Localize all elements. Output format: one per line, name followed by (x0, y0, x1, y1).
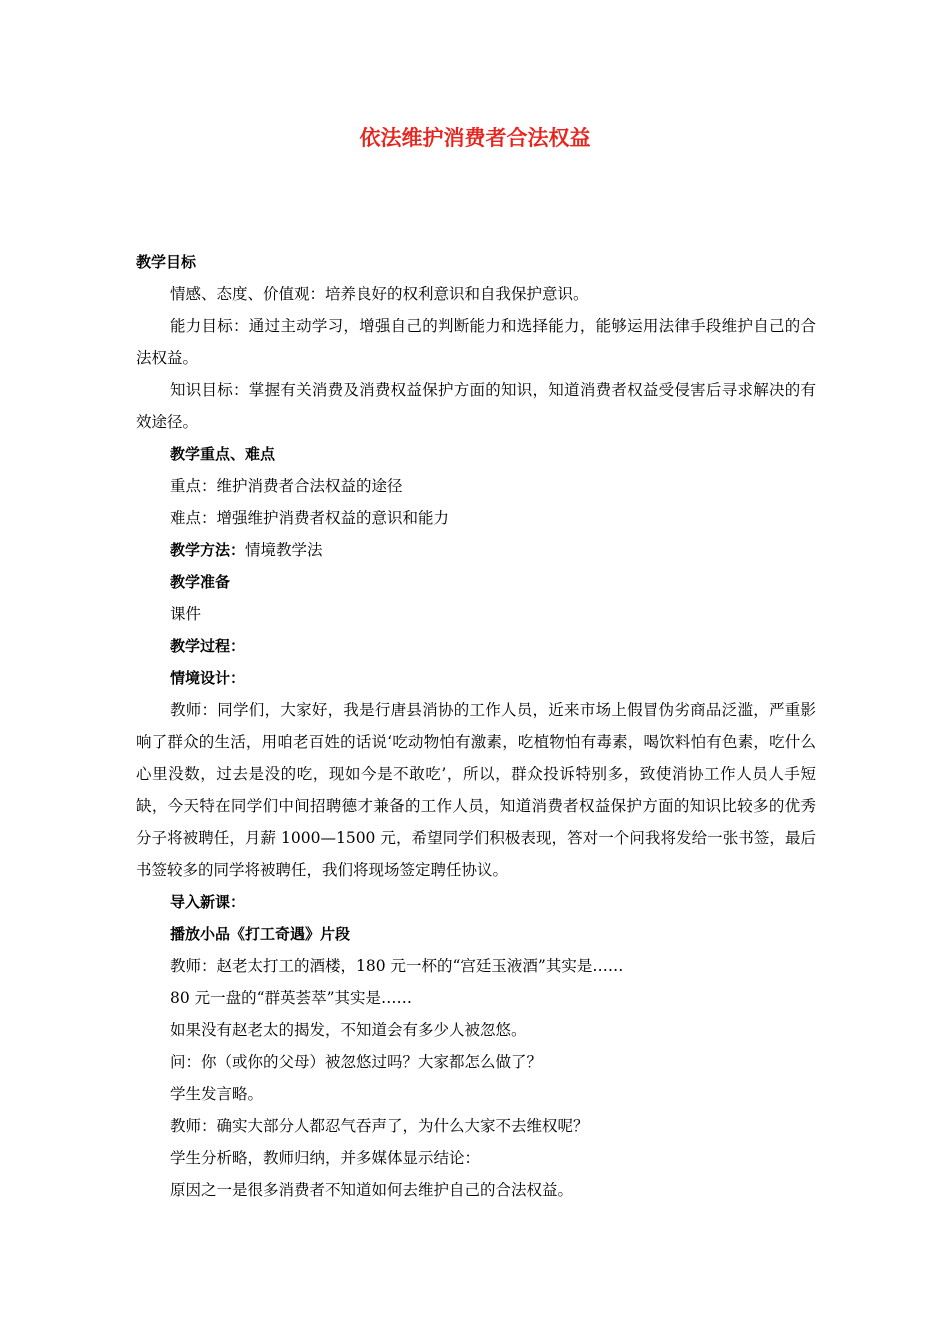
prep-value: 课件 (170, 605, 202, 623)
dialogue-line-6: 教师：确实大部分人都忍气吞声了，为什么大家不去维权呢？ (170, 1117, 589, 1135)
keypoint-text: 重点：维护消费者合法权益的途径 (170, 477, 403, 495)
process-heading: 教学过程： (170, 637, 246, 655)
dialogue-line-7: 学生分析略，教师归纳，并多媒体显示结论： (170, 1149, 481, 1167)
keypoints-heading: 教学重点、难点 (170, 445, 276, 463)
objective-knowledge: 知识目标：掌握有关消费及消费权益保护方面的知识，知道消费者权益受侵害后寻求解决的有效途径。 (136, 381, 816, 431)
objectives-heading: 教学目标 (136, 253, 197, 271)
dialogue-line-1: 教师：赵老太打工的酒楼，180 元一杯的“宫廷玉液酒”其实是…… (170, 957, 624, 975)
difficulty-text: 难点：增强维护消费者权益的意识和能力 (170, 509, 450, 527)
document-body (136, 246, 816, 1206)
page-title: 依法维护消费者合法权益 (359, 126, 591, 150)
objective-emotion: 情感、态度、价值观：培养良好的权利意识和自我保护意识。 (170, 285, 589, 303)
dialogue-line-3: 如果没有赵老太的揭发，不知道会有多少人被忽悠。 (170, 1021, 527, 1039)
dialogue-line-2: 80 元一盘的“群英荟萃”其实是…… (170, 989, 412, 1007)
dialogue-line-8: 原因之一是很多消费者不知道如何去维护自己的合法权益。 (170, 1181, 574, 1199)
scenario-heading: 情境设计： (170, 669, 246, 687)
scenario-text: 教师：同学们，大家好，我是行唐县消协的工作人员，近来市场上假冒伪劣商品泛滥，严重影响了群众的生活，用咱老百姓的话说‘吃动物怕有激素，吃植物怕有毒素，喝饮料怕有色素，吃什么心里没数，过去是没的吃，现如今是不敢吃’，所以，群众投诉特别多，致使消协工作人员人手短缺，今天特在同学们中间招聘德才兼备的工作人员，知道消费者权益保护方面的知识比较多的优秀分子将被聘任，月薪 1000—1500 元，希望同学们积极表现，答对一个问我将发给一张书签，最后书签较多的同学将被聘任，我们将现场签定聘任协议。 (136, 701, 816, 879)
skit-heading: 播放小品《打工奇遇》片段 (170, 925, 351, 943)
method-value: 情境教学法 (245, 541, 323, 559)
objective-ability: 能力目标：通过主动学习，增强自己的判断能力和选择能力，能够运用法律手段维护自己的合法权益。 (136, 317, 816, 367)
dialogue-line-4: 问：你（或你的父母）被忽悠过吗？大家都怎么做了？ (170, 1053, 543, 1071)
intro-heading: 导入新课： (170, 893, 246, 911)
prep-heading: 教学准备 (170, 573, 231, 591)
dialogue-line-5: 学生发言略。 (170, 1085, 264, 1103)
method-label: 教学方法： (170, 541, 246, 559)
method-line (136, 534, 816, 566)
